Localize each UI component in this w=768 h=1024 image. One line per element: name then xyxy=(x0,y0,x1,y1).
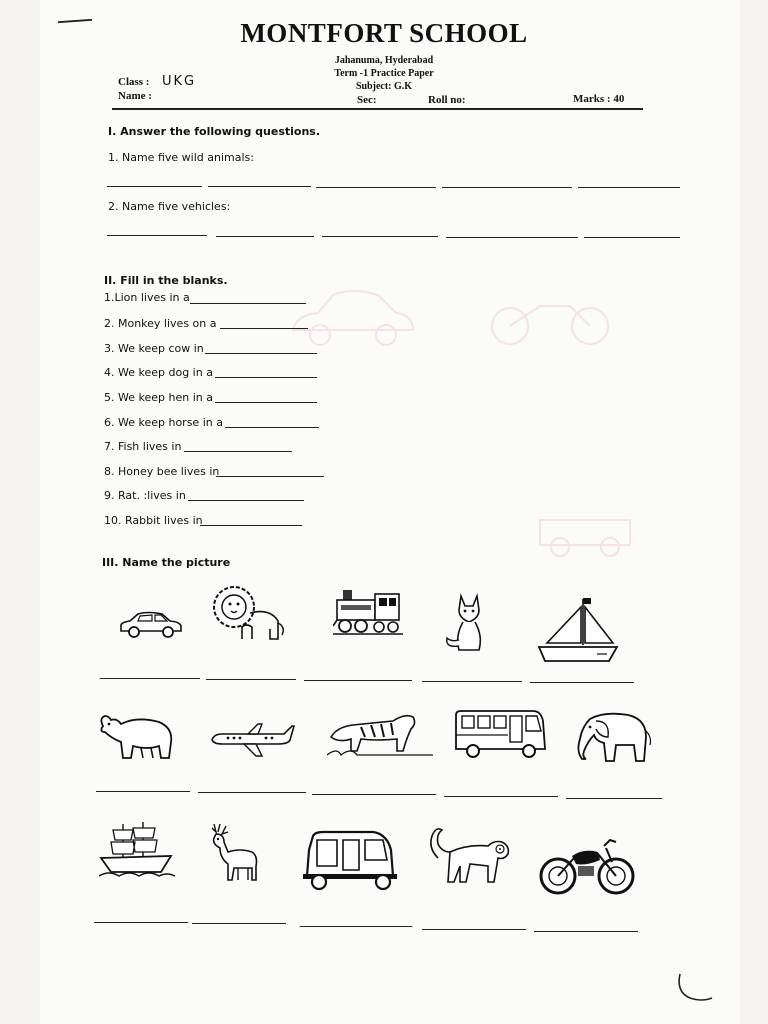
section-1-title: I. Answer the following questions. xyxy=(108,125,321,138)
auto-rickshaw-picture xyxy=(303,830,399,892)
picture-answer-line[interactable] xyxy=(444,796,558,797)
picture-answer-line[interactable] xyxy=(100,678,200,679)
marks-label: Marks : 40 xyxy=(573,93,625,105)
picture-answer-line[interactable] xyxy=(312,794,436,795)
boat-picture xyxy=(535,595,621,665)
answer-line[interactable] xyxy=(322,236,438,237)
class-label: Class : xyxy=(118,76,150,88)
answer-line[interactable] xyxy=(316,187,436,188)
answer-line[interactable] xyxy=(584,237,680,238)
blank-item-4: 4. We keep dog in a xyxy=(104,366,213,379)
blank-line[interactable] xyxy=(216,476,324,477)
motorcycle-picture xyxy=(538,836,636,898)
answer-line[interactable] xyxy=(216,236,314,237)
blank-item-6: 6. We keep horse in a xyxy=(104,416,223,429)
picture-answer-line[interactable] xyxy=(96,791,190,792)
section-3-title: III. Name the picture xyxy=(102,556,231,569)
blank-line[interactable] xyxy=(220,328,308,329)
blank-line[interactable] xyxy=(215,377,317,378)
sec-label: Sec: xyxy=(357,94,377,106)
bus-picture xyxy=(453,709,549,761)
section-2-title: II. Fill in the blanks. xyxy=(104,274,228,287)
tiger-picture xyxy=(327,707,433,757)
picture-answer-line[interactable] xyxy=(198,792,306,793)
picture-answer-line[interactable] xyxy=(94,922,188,923)
paper-subject: Subject: G.K xyxy=(355,81,413,92)
blank-item-8: 8. Honey bee lives in xyxy=(104,465,220,478)
answer-line[interactable] xyxy=(578,187,680,188)
picture-answer-line[interactable] xyxy=(300,926,412,927)
blank-line[interactable] xyxy=(200,525,302,526)
question-2: 2. Name five vehicles: xyxy=(108,200,231,213)
answer-line[interactable] xyxy=(107,186,202,187)
lion-picture xyxy=(212,583,286,643)
answer-line[interactable] xyxy=(208,186,311,187)
picture-answer-line[interactable] xyxy=(304,680,412,681)
deer-picture xyxy=(204,822,262,884)
picture-answer-line[interactable] xyxy=(422,929,526,930)
corner-pen-mark xyxy=(676,972,716,1006)
school-address: Jahanuma, Hyderabad xyxy=(334,55,434,66)
blank-item-2: 2. Monkey lives on a xyxy=(104,317,217,330)
monkey-picture xyxy=(428,822,516,886)
blank-line[interactable] xyxy=(188,500,304,501)
blank-item-9: 9. Rat. :lives in xyxy=(104,489,186,502)
blank-item-5: 5. We keep hen in a xyxy=(104,391,213,404)
ghost-motorbike-image xyxy=(485,288,615,348)
blank-item-1: 1.Lion lives in a xyxy=(104,291,190,304)
fox-picture xyxy=(443,592,495,654)
train-picture xyxy=(333,588,403,638)
bear-picture xyxy=(97,712,177,762)
picture-answer-line[interactable] xyxy=(422,681,522,682)
picture-answer-line[interactable] xyxy=(192,923,286,924)
ghost-jeep-image xyxy=(535,505,635,560)
blank-line[interactable] xyxy=(205,353,317,354)
elephant-picture xyxy=(572,711,652,765)
blank-item-10: 10. Rabbit lives in xyxy=(104,514,203,527)
school-name: MONTFORT SCHOOL xyxy=(240,18,528,48)
picture-answer-line[interactable] xyxy=(534,931,638,932)
blank-line[interactable] xyxy=(184,451,292,452)
picture-answer-line[interactable] xyxy=(566,798,662,799)
question-1: 1. Name five wild animals: xyxy=(108,151,254,164)
ghost-car-image xyxy=(288,285,418,350)
class-value: UKG xyxy=(162,74,197,89)
ship-picture xyxy=(99,820,175,880)
picture-answer-line[interactable] xyxy=(206,679,296,680)
paper-term: Term -1 Practice Paper xyxy=(334,68,434,79)
blank-item-7: 7. Fish lives in xyxy=(104,440,182,453)
blank-line[interactable] xyxy=(215,402,317,403)
car-picture xyxy=(118,610,184,640)
picture-answer-line[interactable] xyxy=(530,682,634,683)
aeroplane-picture xyxy=(208,722,296,760)
answer-line[interactable] xyxy=(446,237,578,238)
header-rule xyxy=(112,108,643,110)
blank-line[interactable] xyxy=(190,303,306,304)
blank-item-3: 3. We keep cow in xyxy=(104,342,204,355)
roll-label: Roll no: xyxy=(428,94,466,106)
name-label: Name : xyxy=(118,90,152,102)
answer-line[interactable] xyxy=(107,235,207,236)
blank-line[interactable] xyxy=(225,427,319,428)
answer-line[interactable] xyxy=(442,187,572,188)
